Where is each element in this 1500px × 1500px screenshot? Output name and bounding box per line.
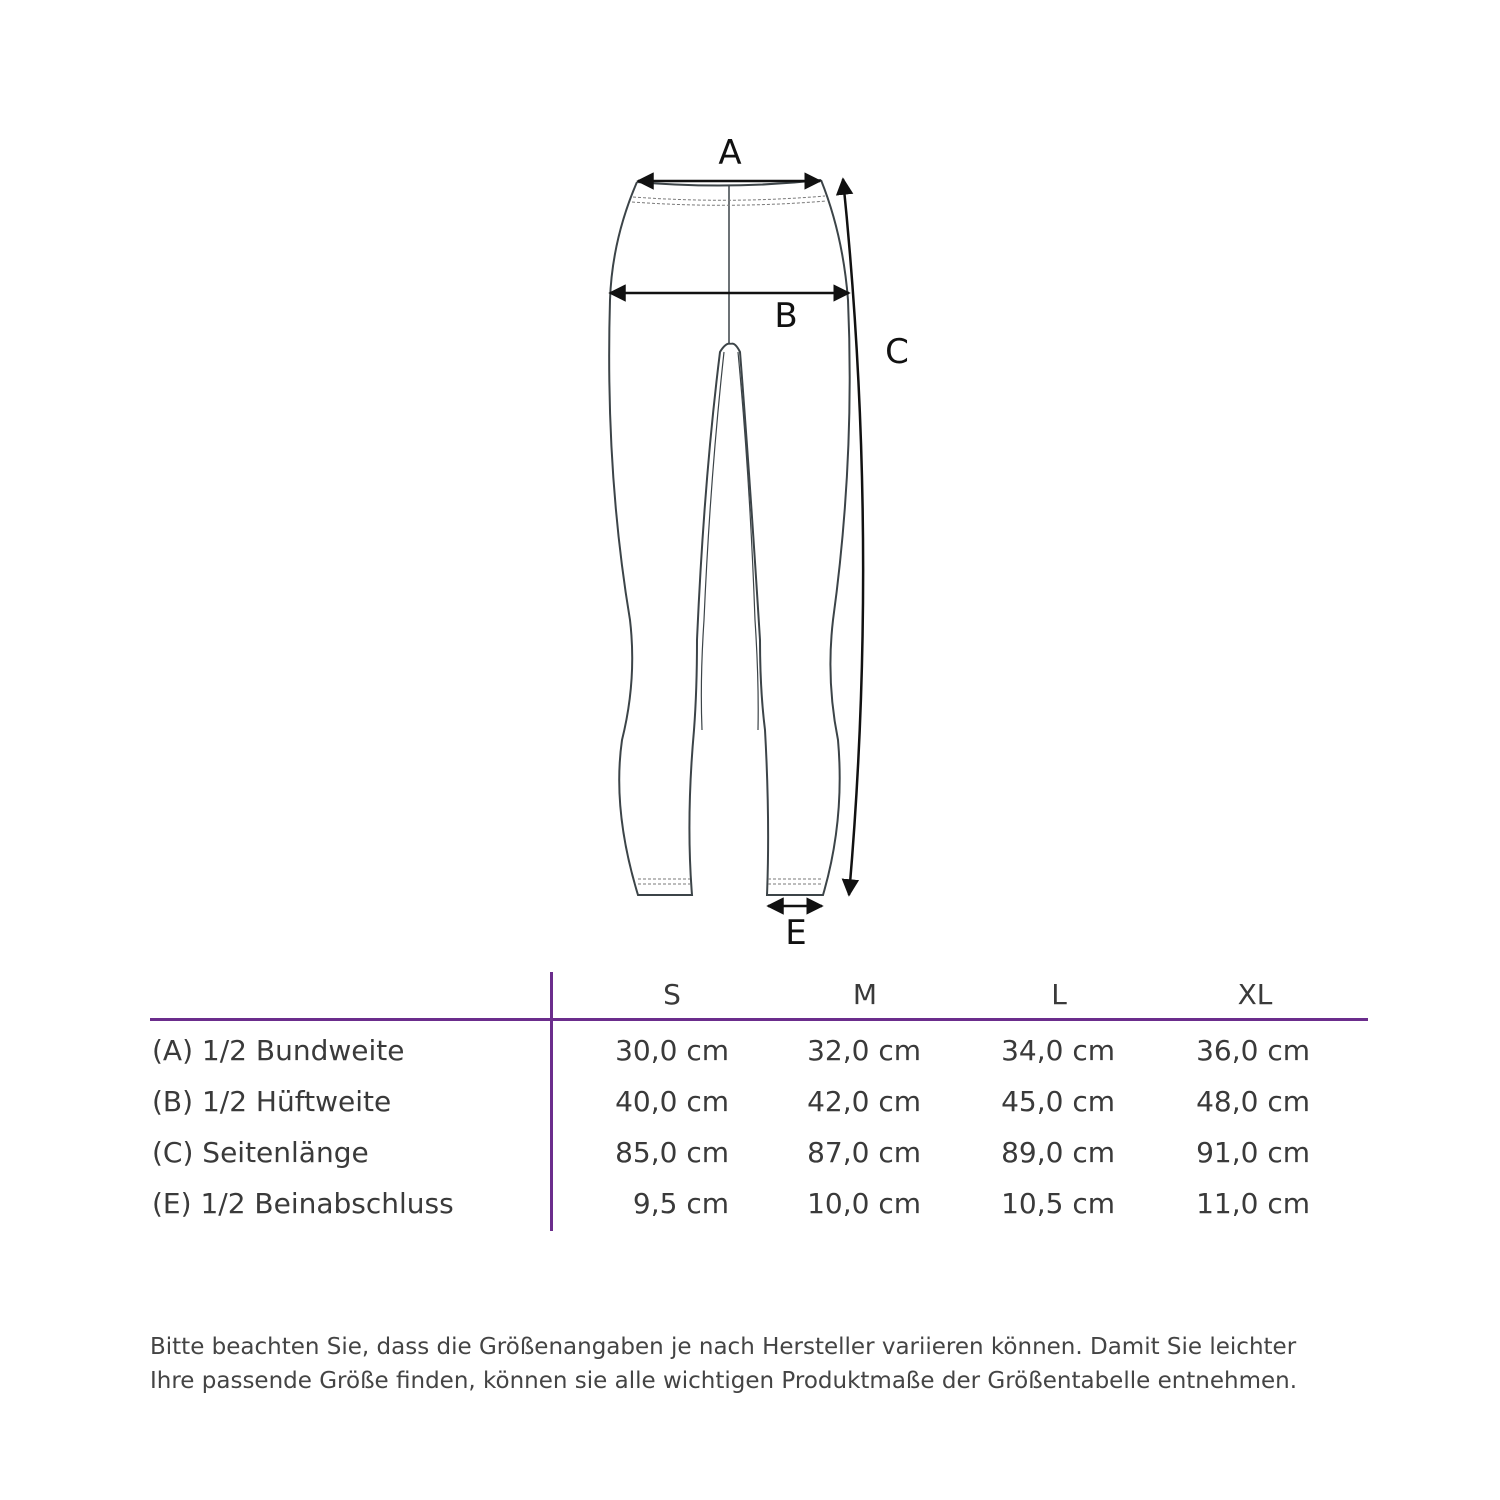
cell-l: 10,5 cm <box>1001 1187 1115 1220</box>
size-header-m: M <box>852 978 878 1011</box>
leggings-left-leg <box>609 182 731 895</box>
inner-seam-right <box>738 352 758 730</box>
row-label: (B) 1/2 Hüftweite <box>152 1085 392 1118</box>
cell-xl: 11,0 cm <box>1196 1187 1310 1220</box>
cell-m: 42,0 cm <box>807 1085 921 1118</box>
size-table <box>150 972 1368 1232</box>
size-header-xl: XL <box>1237 978 1273 1011</box>
note-line-2: Ihre passende Größe finden, können sie alle wichtigen Produktmaße der Größentabelle entnehmen. <box>150 1368 1298 1394</box>
table-header-divider <box>150 1018 1368 1021</box>
label-a: A <box>718 133 742 173</box>
table-row <box>150 1136 1368 1184</box>
cell-m: 32,0 cm <box>807 1034 921 1067</box>
label-c: C <box>885 332 909 372</box>
cell-s: 30,0 cm <box>615 1034 729 1067</box>
row-label: (C) Seitenlänge <box>152 1136 369 1169</box>
leggings-right-leg <box>731 180 850 895</box>
hem-stitching-left <box>638 879 690 884</box>
label-e: E <box>785 913 807 953</box>
row-label: (E) 1/2 Beinabschluss <box>152 1187 454 1220</box>
cell-l: 45,0 cm <box>1001 1085 1115 1118</box>
hem-stitching-right <box>768 879 821 884</box>
cell-xl: 91,0 cm <box>1196 1136 1310 1169</box>
cell-s: 40,0 cm <box>615 1085 729 1118</box>
cell-s: 9,5 cm <box>632 1187 729 1220</box>
table-row <box>150 1187 1368 1235</box>
cell-xl: 48,0 cm <box>1196 1085 1310 1118</box>
cell-l: 89,0 cm <box>1001 1136 1115 1169</box>
table-row <box>150 1034 1368 1082</box>
note-line-1: Bitte beachten Sie, dass die Größenangaben je nach Hersteller variieren können. Damit Sie leichter <box>150 1334 1297 1360</box>
cell-m: 87,0 cm <box>807 1136 921 1169</box>
label-b: B <box>774 296 798 336</box>
table-row <box>150 1085 1368 1133</box>
size-header-s: S <box>663 978 681 1011</box>
size-note <box>150 1330 1380 1398</box>
size-header-l: L <box>1051 978 1067 1011</box>
cell-m: 10,0 cm <box>807 1187 921 1220</box>
leggings-outline <box>609 180 850 895</box>
row-label: (A) 1/2 Bundweite <box>152 1034 405 1067</box>
cell-l: 34,0 cm <box>1001 1034 1115 1067</box>
cell-xl: 36,0 cm <box>1196 1034 1310 1067</box>
cell-s: 85,0 cm <box>615 1136 729 1169</box>
